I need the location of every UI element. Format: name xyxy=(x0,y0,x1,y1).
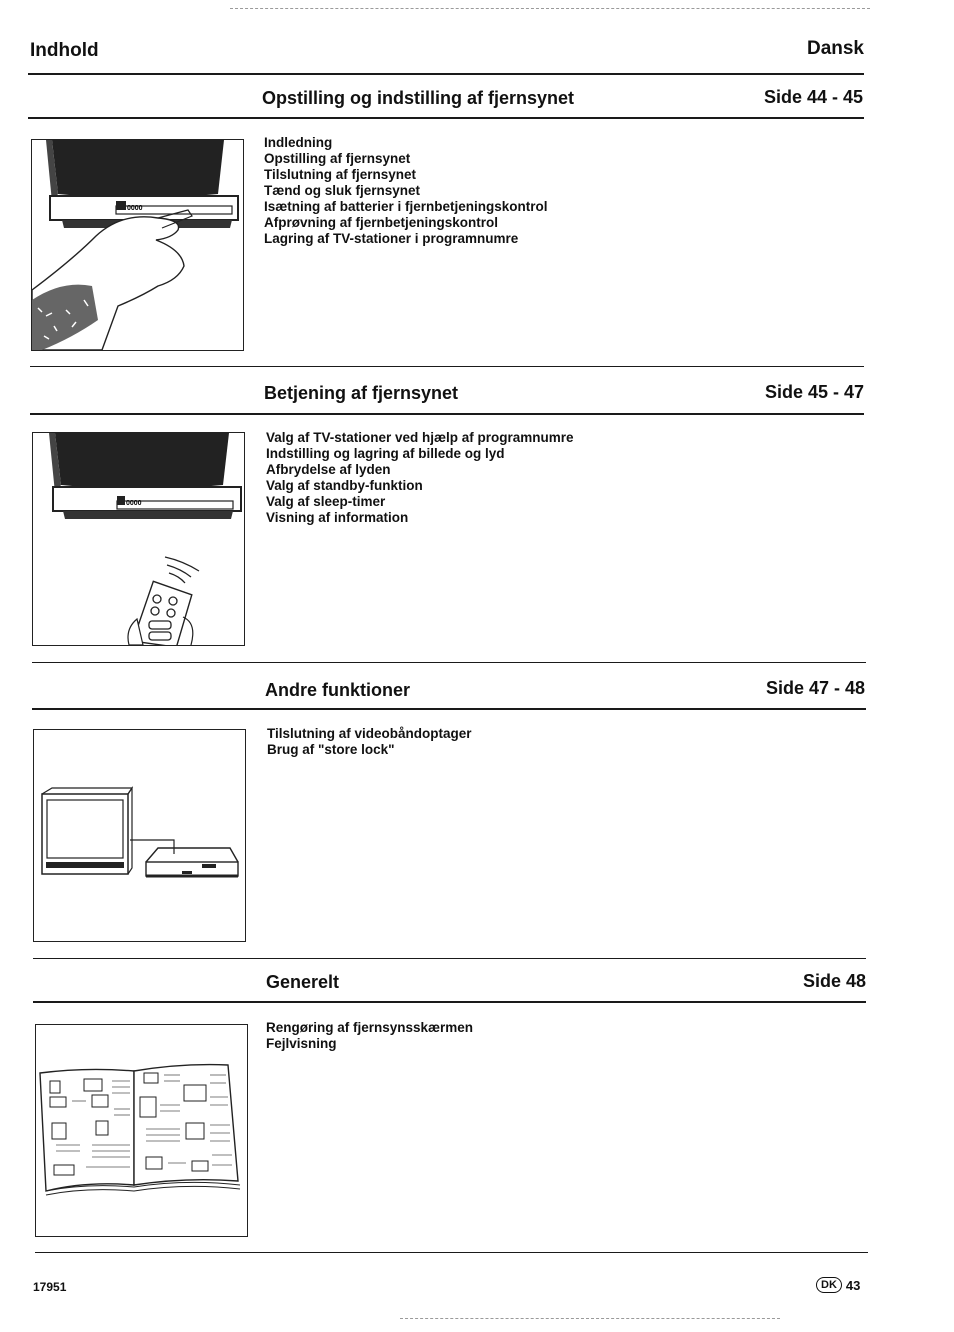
tv-vcr-illustration xyxy=(33,729,246,942)
page-number-block xyxy=(816,1277,860,1293)
section-title: Betjening af fjernsynet xyxy=(264,383,459,403)
section-title: Opstilling og indstilling af fjernsynet xyxy=(262,88,575,108)
footer-rule xyxy=(35,1252,868,1253)
list-item: Tilslutning af fjernsynet xyxy=(264,167,417,182)
language-label: Dansk xyxy=(806,38,864,59)
list-item: Rengøring af fjernsynsskærmen xyxy=(266,1020,474,1035)
page-title: Indhold xyxy=(30,40,99,61)
list-item: Afbrydelse af lyden xyxy=(266,462,391,477)
list-item: Valg af standby-funktion xyxy=(266,478,423,493)
list-item: Valg af sleep-timer xyxy=(266,494,386,509)
section-item-list xyxy=(266,430,574,526)
section-pages: Side 47 - 48 xyxy=(765,678,865,698)
section-divider xyxy=(33,958,866,959)
section-rule xyxy=(32,708,866,710)
list-item: Opstilling af fjernsynet xyxy=(264,151,411,166)
header-rule xyxy=(28,73,864,75)
list-item: Tilslutning af videobåndoptager xyxy=(267,726,472,741)
list-item: Valg af TV-stationer ved hjælp af programnumre xyxy=(266,430,574,445)
list-item: Visning af information xyxy=(266,510,409,525)
svg-text:0000: 0000 xyxy=(127,205,143,212)
country-badge: DK xyxy=(816,1277,842,1293)
list-item: Tænd og sluk fjernsynet xyxy=(264,183,421,198)
scan-noise-top xyxy=(230,8,870,10)
section-title: Andre funktioner xyxy=(265,680,411,700)
scan-noise-bottom xyxy=(400,1318,780,1320)
list-item: Brug af "store lock" xyxy=(267,742,395,757)
section-item-list xyxy=(266,1020,473,1052)
section-pages: Side 48 xyxy=(802,971,866,991)
list-item: Indledning xyxy=(264,135,333,150)
section-title: Generelt xyxy=(266,972,340,992)
section-item-list xyxy=(264,135,548,247)
list-item: Afprøvning af fjernbetjeningskontrol xyxy=(264,215,499,230)
section-pages: Side 45 - 47 xyxy=(764,382,864,402)
document-number: 17951 xyxy=(33,1280,67,1294)
list-item: Fejlvisning xyxy=(266,1036,337,1051)
tv-remote-illustration xyxy=(32,432,245,646)
list-item: Isætning af batterier i fjernbetjeningskontrol xyxy=(264,199,548,214)
section-rule xyxy=(33,1001,866,1003)
page-number: 43 xyxy=(845,1277,861,1293)
section-rule xyxy=(30,413,864,415)
tv-hand-illustration xyxy=(31,139,244,351)
section-divider xyxy=(32,662,866,663)
list-item: Lagring af TV-stationer i programnumre xyxy=(264,231,519,246)
list-item: Indstilling og lagring af billede og lyd xyxy=(266,446,505,461)
section-rule xyxy=(28,117,864,119)
open-manual-illustration xyxy=(35,1024,248,1237)
svg-text:0000: 0000 xyxy=(126,500,142,507)
section-item-list xyxy=(267,726,472,758)
section-divider xyxy=(30,366,864,367)
section-pages: Side 44 - 45 xyxy=(763,87,863,107)
